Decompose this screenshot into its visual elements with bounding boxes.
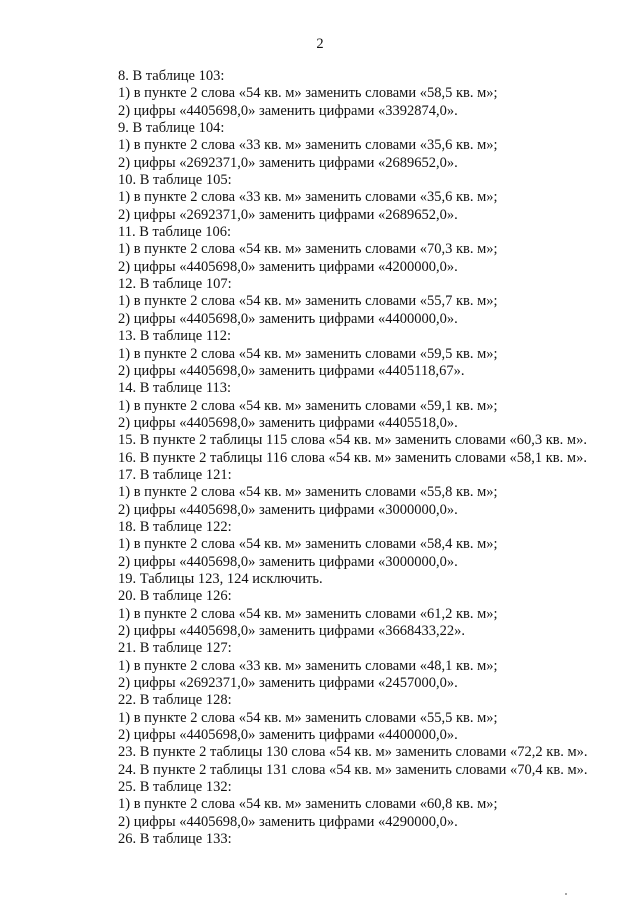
document-line: 1) в пункте 2 слова «54 кв. м» заменить словами «58,4 кв. м»; — [118, 536, 498, 553]
document-line: 25. В таблице 132: — [118, 779, 232, 796]
document-line: 21. В таблице 127: — [118, 640, 232, 657]
document-line: 1) в пункте 2 слова «54 кв. м» заменить словами «70,3 кв. м»; — [118, 241, 498, 258]
document-line: 20. В таблице 126: — [118, 588, 232, 605]
document-line: 2) цифры «4405698,0» заменить цифрами «4405518,0». — [118, 414, 458, 431]
document-line: 16. В пункте 2 таблицы 116 слова «54 кв. м» заменить словами «58,1 кв. м». — [118, 449, 587, 466]
document-line: 1) в пункте 2 слова «33 кв. м» заменить словами «35,6 кв. м»; — [118, 189, 498, 206]
document-line: 11. В таблице 106: — [118, 224, 232, 241]
document-line: 1) в пункте 2 слова «54 кв. м» заменить словами «55,8 кв. м»; — [118, 484, 498, 501]
document-line: 17. В таблице 121: — [118, 466, 232, 483]
document-line: 24. В пункте 2 таблицы 131 слова «54 кв. м» заменить словами «70,4 кв. м». — [118, 761, 588, 778]
document-line: 1) в пункте 2 слова «54 кв. м» заменить словами «60,8 кв. м»; — [118, 796, 498, 813]
document-line: 2) цифры «4405698,0» заменить цифрами «4400000,0». — [118, 727, 458, 744]
document-line: 2) цифры «2692371,0» заменить цифрами «2457000,0». — [118, 675, 458, 692]
page-number: 2 — [316, 36, 324, 52]
document-line: 2) цифры «4405698,0» заменить цифрами «3000000,0». — [118, 553, 458, 570]
document-line: 26. В таблице 133: — [118, 831, 232, 848]
document-line: 2) цифры «4405698,0» заменить цифрами «4400000,0». — [118, 310, 458, 327]
document-line: 1) в пункте 2 слова «54 кв. м» заменить словами «59,1 кв. м»; — [118, 397, 498, 414]
document-line: 2) цифры «4405698,0» заменить цифрами «4405118,67». — [118, 362, 465, 379]
document-line: 23. В пункте 2 таблицы 130 слова «54 кв. м» заменить словами «72,2 кв. м». — [118, 744, 588, 761]
document-line: 19. Таблицы 123, 124 исключить. — [118, 570, 323, 587]
document-line: 1) в пункте 2 слова «54 кв. м» заменить словами «59,5 кв. м»; — [118, 345, 498, 362]
document-line: 15. В пункте 2 таблицы 115 слова «54 кв. м» заменить словами «60,3 кв. м». — [118, 432, 587, 449]
document-line: 2) цифры «2692371,0» заменить цифрами «2689652,0». — [118, 206, 458, 223]
document-line: 1) в пункте 2 слова «54 кв. м» заменить словами «58,5 кв. м»; — [118, 85, 498, 102]
document-line: 1) в пункте 2 слова «54 кв. м» заменить словами «55,5 кв. м»; — [118, 709, 498, 726]
document-body — [118, 68, 628, 848]
document-line: 1) в пункте 2 слова «54 кв. м» заменить словами «55,7 кв. м»; — [118, 293, 498, 310]
document-line: 2) цифры «4405698,0» заменить цифрами «3668433,22». — [118, 623, 466, 639]
document-line: 14. В таблице 113: — [118, 380, 232, 397]
document-line: 9. В таблице 104: — [118, 120, 225, 137]
document-line: 2) цифры «4405698,0» заменить цифрами «3000000,0». — [118, 501, 458, 518]
document-line: 13. В таблице 112: — [118, 328, 232, 345]
document-line: 8. В таблице 103: — [118, 68, 225, 84]
document-line: 2) цифры «4405698,0» заменить цифрами «4290000,0». — [118, 813, 458, 830]
document-line: 1) в пункте 2 слова «33 кв. м» заменить словами «35,6 кв. м»; — [118, 137, 498, 154]
document-line: 22. В таблице 128: — [118, 692, 232, 709]
document-line: 18. В таблице 122: — [118, 518, 232, 535]
document-line: 1) в пункте 2 слова «33 кв. м» заменить словами «48,1 кв. м»; — [118, 657, 498, 674]
document-line: 1) в пункте 2 слова «54 кв. м» заменить словами «61,2 кв. м»; — [118, 605, 498, 622]
document-line: 2) цифры «4405698,0» заменить цифрами «4200000,0». — [118, 258, 458, 275]
document-line: 10. В таблице 105: — [118, 172, 232, 189]
document-line: 2) цифры «2692371,0» заменить цифрами «2689652,0». — [118, 154, 458, 171]
document-line: 12. В таблице 107: — [118, 276, 232, 293]
scan-artifact — [565, 893, 567, 895]
document-line: 2) цифры «4405698,0» заменить цифрами «3392874,0». — [118, 102, 458, 119]
